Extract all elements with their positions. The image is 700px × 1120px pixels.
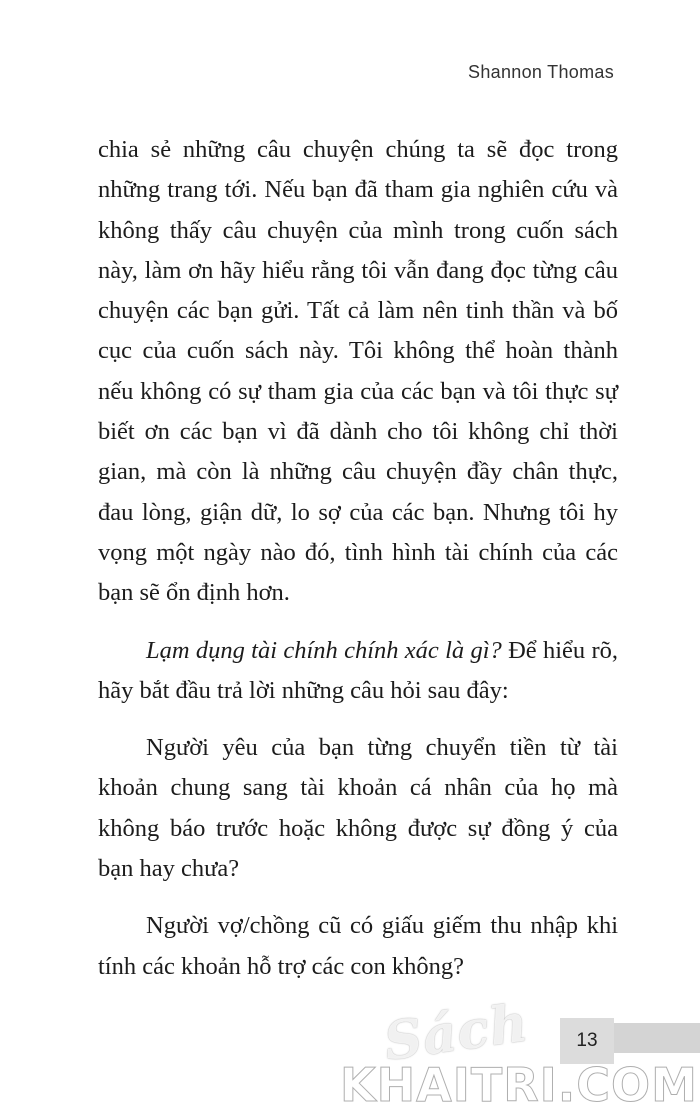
paragraph-2 [98, 631, 618, 712]
watermark-logo [340, 992, 698, 1112]
running-head-author: Shannon Thomas [468, 62, 614, 82]
watermark-script-text: Sách [380, 992, 533, 1073]
paragraph-4: Người vợ/chồng cũ có giấu giếm thu nhập khi tính các khoản hỗ trợ các con không? [98, 912, 618, 980]
paragraph-3: Người yêu của bạn từng chuyển tiền từ tài khoản chung sang tài khoản cá nhân của họ mà không báo trước hoặc không được sự đồng ý của bạn hay chưa? [98, 734, 618, 883]
page-number-bar [610, 1023, 700, 1053]
watermark-block-text: KHAITRI.COM [340, 1058, 698, 1112]
body-text [98, 130, 618, 987]
paragraph-1: chia sẻ những câu chuyện chúng ta sẽ đọc trong những trang tới. Nếu bạn đã tham gia nghiên cứu và không thấy câu chuyện của mình trong cuốn sách này, làm ơn hãy hiểu rằng tôi vẫn đang đọc từng câu chuyện các bạn gửi. Tất cả làm nên tinh thần và bố cục của cuốn sách này. Tôi không thể hoàn thành nếu không có sự tham gia của các bạn và tôi thực sự biết ơn các bạn vì đã dành cho tôi không chỉ thời gian, mà còn là những câu chuyện đầy chân thực, đau lòng, giận dữ, lo sợ của các bạn. Nhưng tôi hy vọng một ngày nào đó, tình hình tài chính của các bạn sẽ ổn định hơn. [98, 136, 618, 607]
page-number: 13 [560, 1018, 614, 1064]
paragraph-2-text: Để hiểu rõ, hãy bắt đầu trả lời những câu hỏi sau đây: [98, 636, 618, 704]
paragraph-2-italic-question: Lạm dụng tài chính chính xác là gì? [146, 636, 502, 664]
